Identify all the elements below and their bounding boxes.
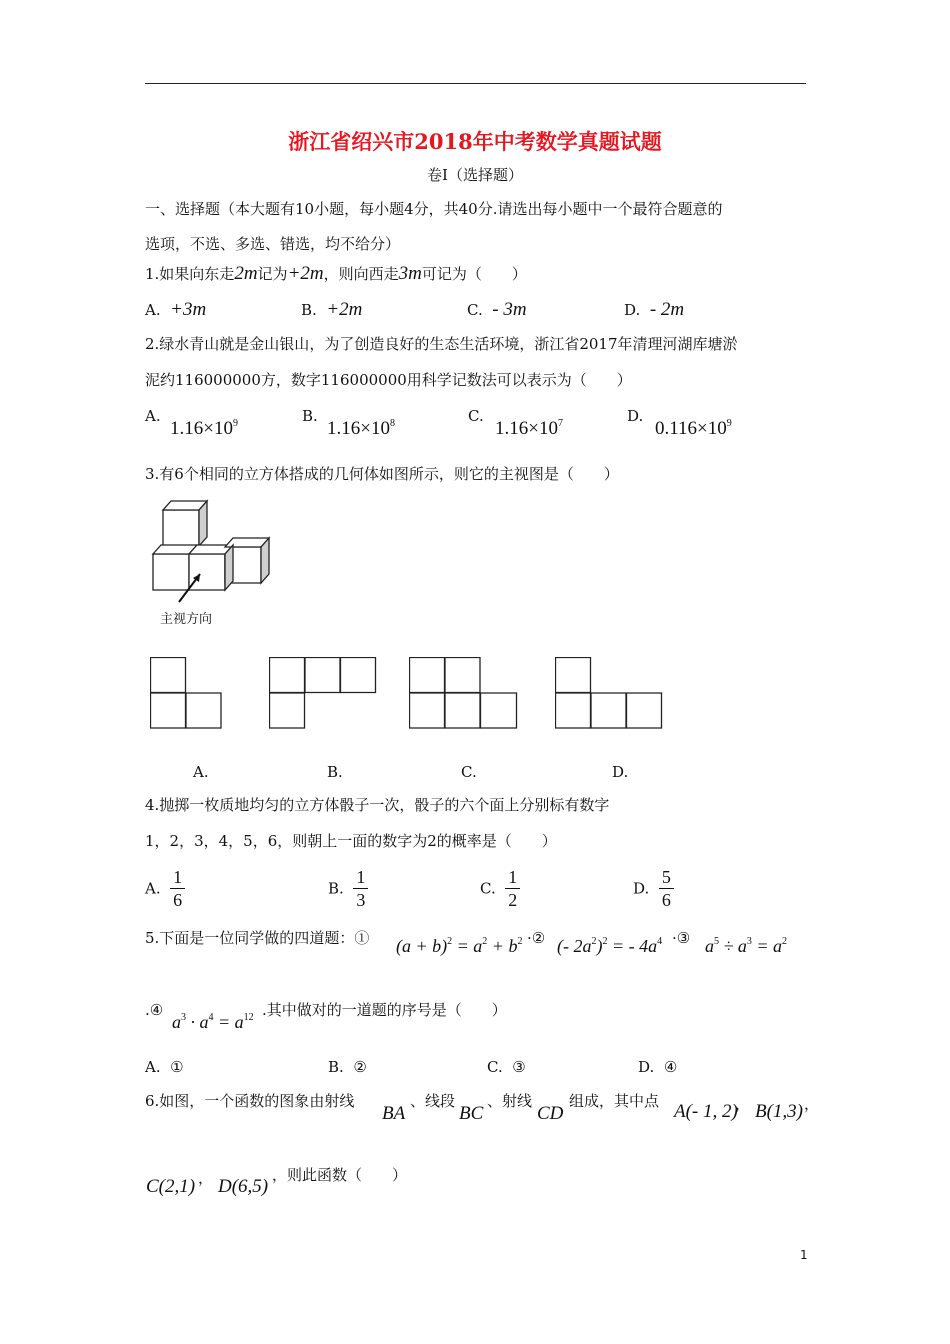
option-label: B.	[302, 407, 318, 425]
q3-option-d-label: D.	[612, 763, 629, 781]
q5-expression-2	[557, 936, 662, 957]
numerator: 1	[170, 866, 185, 889]
math: · a	[186, 1012, 209, 1032]
q2-option-b-value	[327, 418, 395, 440]
q5-option-c	[487, 1057, 526, 1077]
q2-option-c-value	[495, 418, 563, 440]
q4-option-b	[328, 866, 368, 911]
option-label: B.	[301, 301, 317, 319]
q6-point-c: C(2,1)	[146, 1176, 196, 1197]
fraction	[170, 866, 185, 911]
q1-option-c	[467, 300, 527, 320]
fraction	[659, 866, 674, 911]
q6-point-b: B(1,3)	[755, 1101, 804, 1122]
math: (a + b)	[396, 936, 448, 956]
exponent: 2	[591, 936, 597, 947]
q1-math-b: +2m	[287, 263, 324, 284]
exponent: 2	[482, 936, 488, 947]
option-label: A.	[145, 879, 161, 898]
exponent: 7	[557, 418, 563, 429]
option-value: - 2m	[649, 299, 685, 320]
q6-text-3: 、射线	[487, 1092, 533, 1110]
question-2-line1: 2.绿水青山就是金山银山，为了创造良好的生态生活环境，浙江省2017年清理河湖库塘淤	[145, 335, 738, 353]
q6-comma: ，	[735, 1095, 751, 1113]
q5-option-a	[145, 1057, 184, 1077]
q5-expression-4	[172, 1012, 254, 1033]
math: ÷ a	[719, 936, 747, 956]
exponent: 8	[389, 418, 395, 429]
q3-option-a-figure	[150, 657, 223, 730]
q5-separator-4: .④	[145, 1001, 164, 1019]
exponent: 3	[181, 1012, 186, 1023]
question-5-line1	[145, 928, 369, 948]
q6-comma: ，	[804, 1095, 820, 1113]
option-value: 1.16×10	[170, 418, 233, 439]
section-intro-line2: 选项，不选、多选、错选，均不给分）	[145, 235, 401, 253]
option-label: C.	[468, 407, 484, 425]
q6-text-4: 组成，其中点	[569, 1092, 660, 1110]
option-value: ③	[512, 1058, 526, 1076]
exponent: 9	[726, 418, 732, 429]
q4-option-d	[633, 866, 674, 911]
section-intro-line1: 一、选择题（本大题有10小题，每小题4分，共40分.请选出每小题中一个最符合题意的	[145, 200, 723, 218]
q3-option-c-figure	[409, 657, 519, 730]
q1-option-d	[624, 300, 684, 320]
option-value: 0.116×10	[655, 418, 727, 439]
q4-option-a	[145, 866, 185, 911]
option-value: - 3m	[492, 299, 527, 320]
fraction	[353, 866, 368, 911]
q5-question-tail: .其中做对的一道题的序号是（ ）	[262, 1001, 507, 1019]
option-label: D.	[638, 1058, 655, 1076]
denominator: 2	[508, 890, 518, 910]
q6-point-d: D(6,5)	[218, 1176, 269, 1197]
exponent: 4	[657, 936, 663, 947]
option-label: C.	[487, 1058, 503, 1076]
question-4-line2: 1，2，3，4，5，6，则朝上一面的数字为2的概率是（ ）	[145, 832, 557, 850]
q1-text: 1.如果向东走	[145, 265, 235, 283]
numerator: 1	[505, 866, 520, 889]
q4-option-c	[480, 866, 520, 911]
math: + b	[487, 936, 518, 956]
option-value: ④	[663, 1058, 678, 1076]
math: = a	[213, 1012, 244, 1032]
option-value: ②	[353, 1058, 367, 1076]
q3-option-b-label: B.	[327, 763, 343, 781]
q6-text-2: 、线段	[410, 1092, 456, 1110]
question-3: 3.有6个相同的立方体搭成的几何体如图所示，则它的主视图是（ ）	[145, 465, 619, 483]
q5-separator-3: ·③	[672, 929, 691, 947]
option-label: B.	[328, 879, 344, 898]
q2-option-a	[145, 406, 161, 426]
option-value: +2m	[326, 299, 363, 320]
option-value: 1.16×10	[495, 418, 558, 439]
math: = - 4a	[607, 936, 658, 956]
q6-segment-bc: BC	[459, 1103, 484, 1124]
q1-text: 可记为（ ）	[421, 265, 527, 283]
page-subtitle: 卷Ⅰ（选择题）	[427, 166, 523, 184]
option-label: C.	[480, 879, 496, 898]
q6-comma: ，	[198, 1169, 214, 1187]
q2-option-b	[302, 406, 318, 426]
math: = a	[452, 936, 483, 956]
header-rule	[145, 83, 806, 84]
q3-option-a-label: A.	[193, 763, 209, 781]
q1-math-c: 3m	[398, 263, 422, 284]
denominator: 6	[173, 890, 183, 910]
exponent: 9	[232, 418, 238, 429]
q2-option-d	[627, 406, 643, 426]
exponent: 2	[782, 936, 788, 947]
math: )	[596, 936, 603, 956]
numerator: 5	[659, 866, 674, 889]
exponent: 2	[447, 936, 453, 947]
exponent: 12	[243, 1012, 254, 1023]
question-1	[145, 264, 527, 284]
q6-text-5: ，则此函数（ ）	[272, 1166, 408, 1184]
question-4-line1: 4.抛掷一枚质地均匀的立方体骰子一次，骰子的六个面上分别标有数字	[145, 796, 610, 814]
q5-option-d	[638, 1057, 677, 1077]
q1-math-a: 2m	[234, 263, 258, 284]
page-title: 浙江省绍兴市2018年中考数学真题试题	[288, 129, 662, 154]
q5-option-b	[328, 1057, 367, 1077]
q2-option-d-value	[655, 418, 732, 440]
option-label: D.	[627, 407, 644, 425]
q2-option-c	[468, 406, 484, 426]
math: a	[172, 1012, 181, 1032]
numerator: 1	[353, 866, 368, 889]
q6-point-a: A(- 1, 2)	[674, 1101, 738, 1122]
q5-expression-3	[705, 936, 787, 957]
exponent: 2	[602, 936, 608, 947]
q3-option-c-label: C.	[461, 763, 477, 781]
q5-text: 5.下面是一位同学做的四道题：①	[145, 929, 370, 947]
math: (- 2a	[557, 936, 592, 956]
q1-text: 记为	[257, 265, 288, 283]
exponent: 2	[517, 936, 523, 947]
option-label: C.	[467, 301, 483, 319]
q6-ray-cd: CD	[537, 1103, 564, 1124]
question-2-line2: 泥约116000000方，数字116000000用科学记数法可以表示为（ ）	[145, 371, 632, 389]
denominator: 3	[356, 890, 366, 910]
option-label: B.	[328, 1058, 344, 1076]
q3-option-b-figure	[269, 657, 377, 730]
q6-text-1: 6.如图，一个函数的图象由射线	[145, 1092, 355, 1110]
option-value: +3m	[170, 299, 207, 320]
q1-option-b	[301, 300, 362, 320]
option-value: 1.16×10	[327, 418, 390, 439]
view-direction-caption: 主视方向	[160, 612, 213, 627]
q6-ray-ba: BA	[382, 1103, 406, 1124]
q2-option-a-value	[170, 418, 238, 440]
exponent: 3	[746, 936, 752, 947]
q5-expression-1	[396, 936, 522, 957]
denominator: 6	[661, 890, 671, 910]
q3-option-d-figure	[555, 657, 663, 730]
option-label: D.	[633, 879, 650, 898]
option-label: D.	[624, 301, 641, 319]
exponent: 4	[208, 1012, 214, 1023]
option-label: A.	[145, 301, 161, 319]
fraction	[505, 866, 520, 911]
math: a	[705, 936, 714, 956]
exponent: 5	[714, 936, 719, 947]
option-value: ①	[170, 1058, 184, 1076]
option-label: A.	[145, 407, 161, 425]
option-label: A.	[145, 1058, 161, 1076]
q5-separator-2: ·②	[527, 929, 546, 947]
q1-text: ，则向西走	[323, 265, 399, 283]
math: = a	[751, 936, 783, 956]
q1-option-a	[145, 300, 206, 320]
page-number: 1	[800, 1248, 808, 1262]
